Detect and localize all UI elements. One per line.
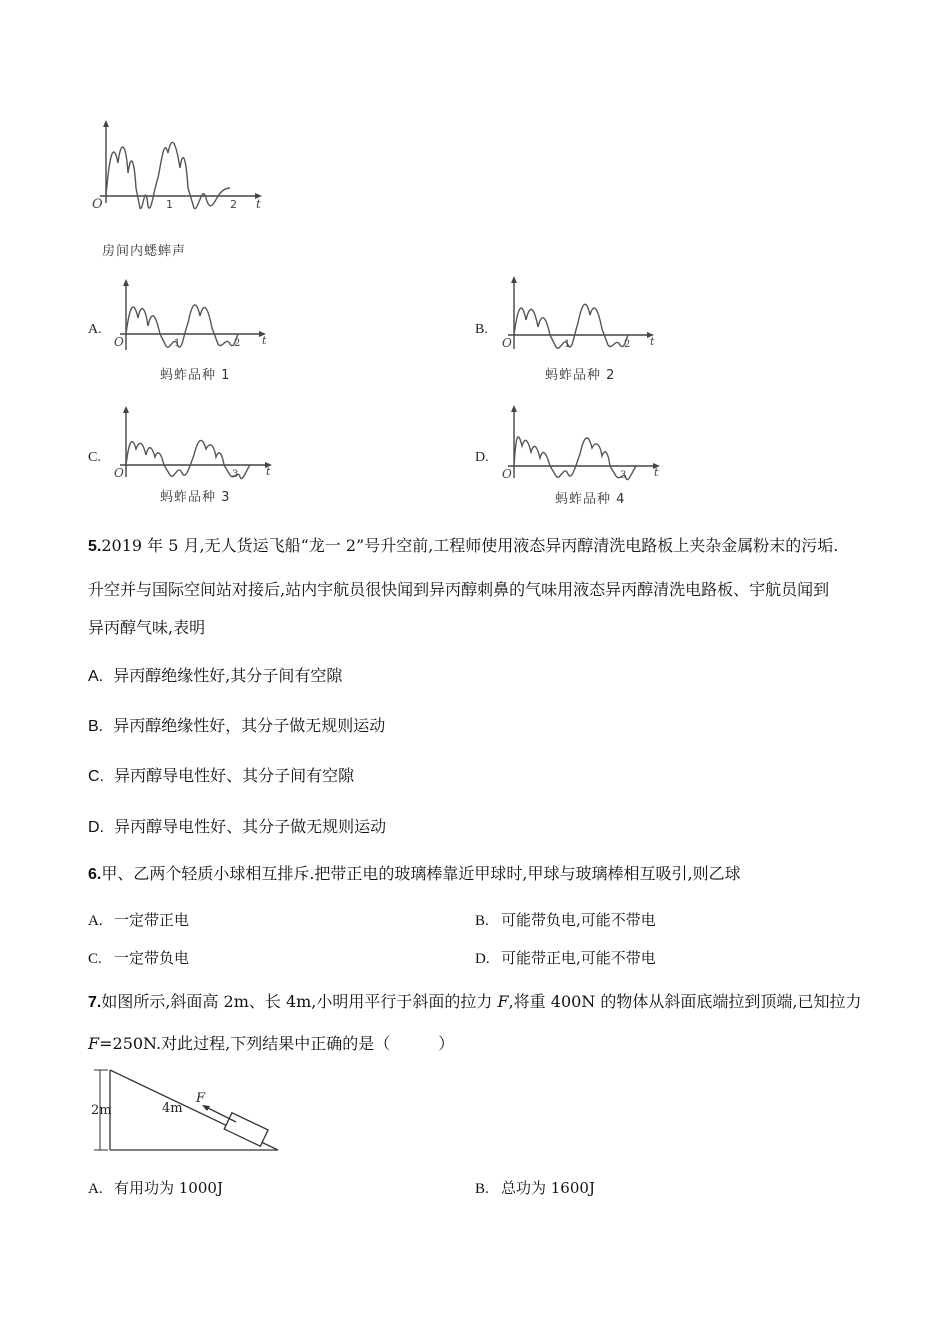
q5-text-line2: 升空并与国际空间站对接后,站内宇航员很快闻到异丙醇刺鼻的气味用液态异丙醇清洗电路板、宇航员闻到: [88, 580, 830, 599]
option-d-wave-figure[interactable]: [500, 404, 665, 486]
option-a-wave-figure[interactable]: [112, 278, 272, 358]
svg-text:O: O: [114, 335, 124, 349]
q6-option-b[interactable]: B. 可能带负电,可能不带电: [475, 911, 656, 929]
tick-label: 2: [230, 198, 237, 211]
tick-label: 2: [624, 339, 631, 350]
top-figure-caption: 房间内蟋蟀声: [102, 244, 187, 259]
svg-text:t: t: [654, 466, 659, 479]
q7-option-b[interactable]: B. 总功为 1600J: [475, 1179, 595, 1197]
origin-label: O: [92, 197, 103, 212]
q7-line1: 7.如图所示,斜面高 2m、长 4m,小明用平行于斜面的拉力 F,将重 400N 的物体从斜面底端拉到顶端,已知拉力: [88, 992, 862, 1011]
tick-label: 1: [166, 198, 173, 211]
axis-t-label: t: [256, 197, 261, 211]
option-a-caption: 蚂蚱品种 1: [160, 368, 231, 383]
q5-line1: [88, 536, 838, 557]
svg-text:O: O: [502, 467, 512, 481]
q5-text-line3: 异丙醇气味,表明: [88, 618, 206, 637]
height-label: 2m: [91, 1103, 112, 1118]
svg-text:t: t: [262, 334, 267, 347]
option-b-caption: 蚂蚱品种 2: [545, 368, 616, 383]
incline-figure: [86, 1062, 291, 1157]
q7-option-a[interactable]: A. 有用功为 1000J: [88, 1179, 223, 1197]
svg-text:O: O: [114, 466, 124, 480]
tick-label: 2: [234, 338, 241, 349]
force-label: F: [196, 1091, 206, 1106]
q7-number: 7.: [88, 994, 102, 1011]
svg-text:O: O: [502, 336, 512, 350]
svg-text:t: t: [650, 335, 655, 348]
q7-line2: F=250N.对此过程,下列结果中正确的是（ ）: [88, 1034, 455, 1053]
length-label: 4m: [162, 1101, 183, 1116]
option-c-wave-figure[interactable]: [112, 405, 277, 485]
tick-label: 3: [232, 469, 239, 480]
q5-number: 5.: [88, 538, 102, 555]
q5-option-a[interactable]: A. 异丙醇绝缘性好,其分子间有空隙: [88, 666, 343, 685]
option-c-letter[interactable]: C.: [88, 450, 101, 465]
q6-number: 6.: [88, 866, 102, 883]
q6-option-a[interactable]: A. 一定带正电: [88, 911, 190, 929]
option-d-caption: 蚂蚱品种 4: [555, 492, 626, 507]
option-c-caption: 蚂蚱品种 3: [160, 490, 231, 505]
tick-label: 1: [174, 338, 181, 349]
q6-option-d[interactable]: D. 可能带正电,可能不带电: [475, 949, 656, 967]
q6-text: 甲、乙两个轻质小球相互排斥.把带正电的玻璃棒靠近甲球时,甲球与玻璃棒相互吸引,则乙球: [101, 864, 741, 883]
tick-label: 3: [620, 470, 627, 481]
q6-line: [88, 864, 741, 885]
svg-text:t: t: [266, 465, 271, 478]
q5-option-b[interactable]: B. 异丙醇绝缘性好，其分子做无规则运动: [88, 716, 386, 735]
option-b-wave-figure[interactable]: [500, 275, 660, 357]
q6-option-c[interactable]: C. 一定带负电: [88, 949, 190, 967]
option-a-letter[interactable]: A.: [88, 322, 102, 337]
option-d-letter[interactable]: D.: [475, 450, 489, 465]
top-wave-figure: [88, 118, 268, 213]
option-b-letter[interactable]: B.: [475, 322, 488, 337]
tick-label: 1: [564, 339, 571, 350]
q5-option-c[interactable]: C. 异丙醇导电性好、其分子间有空隙: [88, 766, 355, 785]
q5-option-d[interactable]: D. 异丙醇导电性好、其分子做无规则运动: [88, 817, 387, 836]
q5-text-line1: 2019 年 5 月,无人货运飞船“龙一 2”号升空前,工程师使用液态异丙醇清洗电路板上夹杂金属粉末的污垢.: [101, 536, 839, 555]
